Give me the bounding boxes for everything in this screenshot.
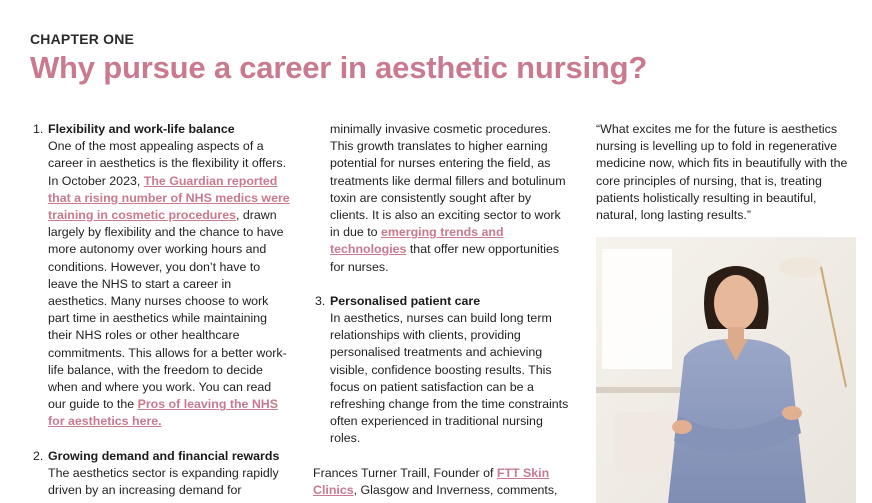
ftt-skin-clinics-link[interactable]: FTT Skin Clinics	[313, 465, 550, 497]
column-2	[313, 121, 571, 499]
window-frame	[602, 249, 672, 369]
guardian-article-link[interactable]: The Guardian reported that a rising number of NHS medics were training in cosmetic procedures	[48, 173, 290, 223]
column-3	[596, 121, 858, 224]
body-text-segment: that offer new opportunities for nurses.	[330, 242, 560, 274]
list-body	[48, 138, 291, 430]
chapter-label: CHAPTER ONE	[30, 31, 135, 47]
spacer	[33, 431, 291, 448]
list-body: In aesthetics, nurses can build long term relationships with clients, providing personalised treatments and achieving visible, confidence boosting results. This focus on patient satisfaction can be a refreshing change from the time constraints often experienced in traditional nursing roles.	[330, 311, 569, 446]
continuation-text	[313, 121, 571, 276]
emerging-trends-link[interactable]: emerging trends and technologies	[330, 225, 504, 257]
page-title: Why pursue a career in aesthetic nursing?	[30, 50, 648, 85]
lamp	[779, 257, 823, 277]
spacer	[313, 276, 571, 293]
body-text-segment: One of the most appealing aspects of a career in aesthetics is the flexibility it offers. In October 2023,	[48, 139, 287, 188]
spacer	[313, 448, 571, 465]
list-heading: Growing demand and financial rewards	[48, 448, 280, 463]
list-item-patient-care	[315, 293, 571, 448]
body-text-segment: minimally invasive cosmetic procedures. This growth translates to higher earning potential for nurses entering the field, as treatments like dermal fillers and botulinum toxin are consistently sought after by clients. It is also an exciting sector to work in due to	[330, 122, 566, 240]
attribution-text	[313, 465, 571, 499]
list-number: 1.	[33, 122, 44, 136]
column-1	[33, 121, 291, 499]
list-heading: Flexibility and work-life balance	[48, 122, 235, 136]
shelf	[596, 387, 691, 393]
nurse-face	[714, 275, 758, 331]
list-number: 2.	[33, 448, 44, 463]
body-text-segment: Frances Turner Traill, Founder of	[313, 465, 497, 480]
list-body: The aesthetics sector is expanding rapidly driven by an increasing demand for	[48, 465, 279, 498]
list-heading: Personalised patient care	[330, 293, 481, 308]
list-item-flexibility	[33, 121, 291, 431]
list-item-demand	[33, 448, 291, 500]
pros-leaving-nhs-link[interactable]: Pros of leaving the NHS for aesthetics here.	[48, 397, 279, 429]
left-hand	[782, 406, 802, 420]
nurse-illustration	[596, 237, 856, 503]
nurse-photo	[596, 237, 856, 503]
right-hand	[672, 420, 692, 434]
quote-text: “What excites me for the future is aesthetics nursing is levelling up to fold in regenerative medicine now, which fits in beautifully with the core principles of nursing, that is, treating patients holistically resulting in beautiful, natural, long lasting results.”	[596, 122, 848, 223]
body-text-segment: , drawn largely by flexibility and the chance to have more autonomy over working hours and conditions. However, you don’t have to leave the NHS to start a career in aesthetics. Many nurses choose to work part time in aesthetics while maintaining their NHS roles or other healthcare commitments. This allows for a better work-life balance, with the freedom to decide when and where you work. You can read our guide to the	[48, 208, 287, 412]
body-text-segment: , Glasgow and Inverness, comments,	[353, 482, 558, 497]
list-number: 3.	[315, 293, 326, 308]
